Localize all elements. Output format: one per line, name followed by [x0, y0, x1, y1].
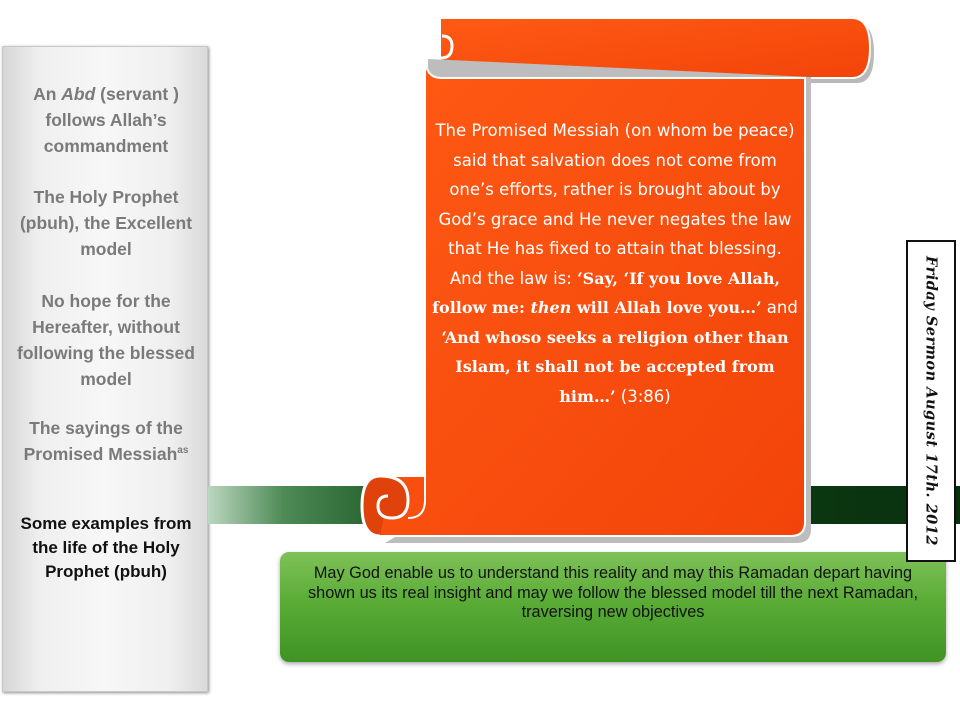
- sidebar-item-text: The Holy Prophet (pbuh), the Excellent model: [19, 187, 193, 259]
- conclusion-text: May God enable us to understand this reality and may this Ramadan depart having shown us its real insight and may we follow the blessed model till the next Ramadan, traversing new objectives: [308, 564, 918, 621]
- quote-one-part-b: will Allah love you…’: [571, 298, 762, 317]
- scroll-conjunction: and: [761, 298, 798, 317]
- sidebar-item-superscript: as: [177, 445, 189, 457]
- scroll-quote-two: ‘And whoso seeks a religion other than Islam, it shall not be accepted from him…’: [441, 327, 789, 406]
- scroll-quote-text: [430, 116, 800, 411]
- quote-one-emphasis: then: [530, 298, 572, 317]
- scroll-reference: (3:86): [615, 386, 671, 406]
- scroll-body-text: The Promised Messiah (on whom be peace) said that salvation does not come from one’s efforts, rather is brought about by God’s grace and He never negates the law that He has fixed to attain that blessing. And the law is:: [435, 121, 795, 288]
- quote-one-part-a: ‘Say, ‘If you love Allah, follow me:: [432, 268, 781, 317]
- sidebar-item-text: (servant ) follows Allah’s commandment: [43, 84, 179, 156]
- sidebar-item-text: The sayings of the Promised Messiah: [23, 418, 183, 464]
- conclusion-box: [280, 552, 946, 662]
- sidebar-item-text: Some examples from the life of the Holy Prophet (pbuh): [20, 514, 192, 581]
- sermon-date-text: Friday Sermon August 17th. 2012: [922, 256, 940, 546]
- sidebar-item-text: An: [33, 84, 62, 104]
- sidebar-item-text: No hope for the Hereafter, without following the blessed model: [17, 291, 195, 389]
- sidebar-item-emphasis: Abd: [61, 84, 96, 104]
- sermon-date-label: [906, 240, 956, 562]
